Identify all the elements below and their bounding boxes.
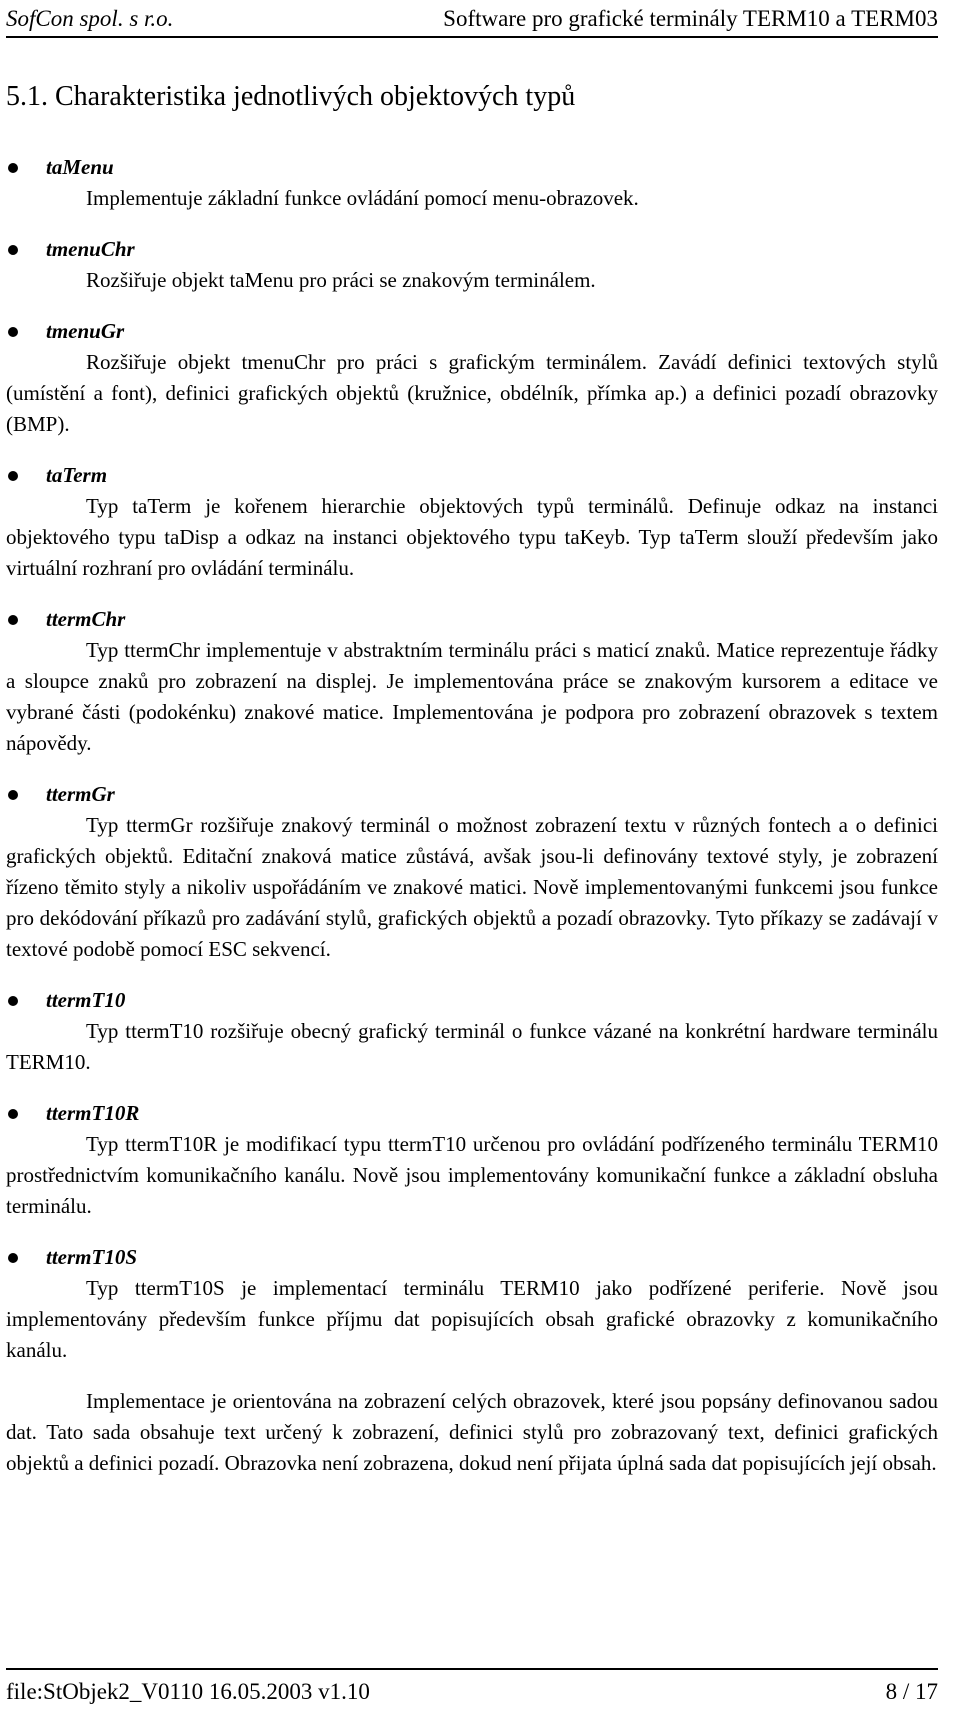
item-title-text: ttermT10S bbox=[46, 1245, 138, 1269]
list-item bbox=[6, 152, 938, 214]
item-description: Typ ttermT10 rozšiřuje obecný grafický terminál o funkce vázané na konkrétní hardware terminálu TERM10. bbox=[6, 1019, 938, 1074]
bullet-icon bbox=[8, 790, 18, 800]
item-description: Typ ttermT10R je modifikací typu ttermT10 určenou pro ovládání podřízeného terminálu TERM10 prostřednictvím komunikačního kanálu. Nově jsou implementovány komunikační funkce a základní obsluha terminálu. bbox=[6, 1132, 938, 1218]
section-content bbox=[6, 152, 938, 1479]
bullet-icon bbox=[8, 615, 18, 625]
bullet-icon bbox=[8, 245, 18, 255]
item-description: Typ ttermChr implementuje v abstraktním terminálu práci s maticí znaků. Matice reprezentuje řádky a sloupce znaků pro zobrazení na displej. Je implementována práce se znakovým kursorem a editace ve vybrané části (podokénku) znakové matice. Implementována je podpora pro zobrazení obrazovek s textem nápovědy. bbox=[6, 638, 938, 755]
bullet-icon bbox=[8, 471, 18, 481]
document-page bbox=[6, 0, 938, 1714]
item-title bbox=[6, 985, 938, 1016]
list-item bbox=[6, 1098, 938, 1222]
footer-file-info: file:StObjek2_V0110 16.05.2003 v1.10 bbox=[6, 1679, 370, 1704]
header-product: Software pro grafické terminály TERM10 a TERM03 bbox=[443, 6, 938, 31]
item-description: Typ taTerm je kořenem hierarchie objektových typů terminálů. Definuje odkaz na instanci objektového typu taDisp a odkaz na instanci objektového typu taKeyb. Typ taTerm slouží především jako virtuální rozhraní pro ovládání terminálu. bbox=[6, 494, 938, 580]
item-title-text: ttermT10R bbox=[46, 1101, 140, 1125]
item-description: Typ ttermGr rozšiřuje znakový terminál o možnost zobrazení textu v různých fontech a o definici grafických objektů. Editační znaková matice zůstává, avšak jsou-li definovány textové styly, je zobrazení řízeno těmito styly a nikoliv uspořádáním ve znakové matici. Nově implementovanými funkcemi jsou funkce pro dekódování příkazů pro zadávání stylů, grafických objektů a pozadí obrazovky. Tyto příkazy se zadávají v textové podobě pomocí ESC sekvencí. bbox=[6, 813, 938, 961]
item-title-text: ttermT10 bbox=[46, 988, 126, 1012]
section-heading: 5.1. Charakteristika jednotlivých objektových typů bbox=[6, 81, 576, 112]
item-title bbox=[6, 1242, 938, 1273]
item-title bbox=[6, 1098, 938, 1129]
item-title-text: taMenu bbox=[46, 155, 114, 179]
page-number: 8 / 17 bbox=[885, 1679, 938, 1704]
list-item bbox=[6, 985, 938, 1078]
item-title-text: tmenuChr bbox=[46, 237, 135, 261]
item-title bbox=[6, 779, 938, 810]
item-title bbox=[6, 604, 938, 635]
list-item bbox=[6, 779, 938, 965]
page-header bbox=[6, 2, 938, 38]
item-title-text: tmenuGr bbox=[46, 319, 125, 343]
item-title-text: taTerm bbox=[46, 463, 108, 487]
bullet-icon bbox=[8, 1109, 18, 1119]
bullet-icon bbox=[8, 996, 18, 1006]
item-description: Rozšiřuje objekt tmenuChr pro práci s grafickým terminálem. Zavádí definici textových stylů (umístění a font), definici grafických objektů (kružnice, obdélník, přímka ap.) a definici pozadí obrazovky (BMP). bbox=[6, 350, 938, 436]
item-description: Rozšiřuje objekt taMenu pro práci se znakovým terminálem. bbox=[86, 268, 596, 292]
list-item bbox=[6, 234, 938, 296]
page-footer bbox=[6, 1668, 938, 1710]
item-description: Typ ttermT10S je implementací terminálu TERM10 jako podřízené periferie. Nově jsou implementovány především funkce příjmu dat popisujících obsah grafické obrazovky z komunikačního kanálu. bbox=[6, 1276, 938, 1362]
item-title-text: ttermChr bbox=[46, 607, 126, 631]
list-item bbox=[6, 316, 938, 440]
item-title bbox=[6, 316, 938, 347]
item-title bbox=[6, 234, 938, 265]
item-description: Implementuje základní funkce ovládání pomocí menu-obrazovek. bbox=[86, 186, 639, 210]
header-company: SofCon spol. s r.o. bbox=[6, 6, 174, 31]
bullet-icon bbox=[8, 327, 18, 337]
bullet-icon bbox=[8, 1253, 18, 1263]
item-title bbox=[6, 152, 938, 183]
list-item bbox=[6, 460, 938, 584]
bullet-icon bbox=[8, 163, 18, 173]
item-title-text: ttermGr bbox=[46, 782, 115, 806]
list-item bbox=[6, 604, 938, 759]
list-item bbox=[6, 1242, 938, 1366]
closing-paragraph: Implementace je orientována na zobrazení celých obrazovek, které jsou popsány definovanou sadou dat. Tato sada obsahuje text určený k zobrazení, definici stylů pro zobrazovaný text, definici grafických objektů a definici pozadí. Obrazovka není zobrazena, dokud není přijata úplná sada dat popisujících její obsah. bbox=[6, 1389, 938, 1475]
item-title bbox=[6, 460, 938, 491]
